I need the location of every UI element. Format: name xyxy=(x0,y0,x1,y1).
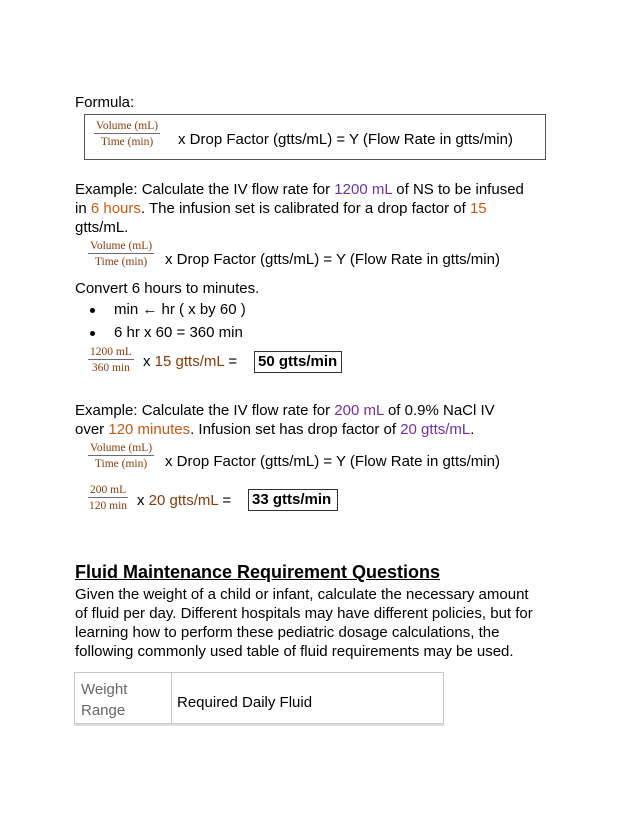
convert-instruction: Convert 6 hours to minutes. xyxy=(75,280,260,297)
bullet-icon xyxy=(90,308,95,313)
example2-formula-fraction xyxy=(88,442,154,470)
fluid-requirements-table xyxy=(74,672,444,724)
fraction-denominator: Time (min) xyxy=(94,458,148,470)
example1-line1: Example: Calculate the IV flow rate for 1200 mL of NS to be infused xyxy=(75,181,524,198)
fraction-numerator: Volume (mL) xyxy=(90,442,153,454)
bullet-icon xyxy=(90,331,95,336)
paragraph-line: Given the weight of a child or infant, calculate the necessary amount xyxy=(75,586,529,603)
fraction-denominator: Time (min) xyxy=(100,136,154,148)
formula-label: Formula: xyxy=(75,94,135,111)
paragraph-line: following commonly used table of fluid requirements may be used. xyxy=(75,643,514,660)
example2-line1: Example: Calculate the IV flow rate for 200 mL of 0.9% NaCl IV xyxy=(75,402,495,419)
example1-calc-fraction xyxy=(88,346,134,374)
fraction-denominator: 360 min xyxy=(91,362,130,374)
fraction-numerator: 1200 mL xyxy=(90,346,132,358)
example2-calc-fraction xyxy=(88,484,128,512)
column-divider xyxy=(171,673,172,723)
example2-line2: over 120 minutes. Infusion set has drop factor of 20 gtts/mL. xyxy=(75,421,475,438)
fraction-numerator: Volume (mL) xyxy=(96,120,159,132)
paragraph-line: learning how to perform these pediatric dosage calculations, the xyxy=(75,624,500,641)
fraction-numerator: Volume (mL) xyxy=(90,240,153,252)
example1-formula-expression: x Drop Factor (gtts/mL) = Y (Flow Rate in gtts/min) xyxy=(165,251,500,268)
example1-formula-fraction xyxy=(88,240,154,268)
bullet-item-1: min ← hr ( x by 60 ) xyxy=(114,301,246,318)
bullet-item-2: 6 hr x 60 = 360 min xyxy=(114,324,243,341)
fraction-denominator: Time (min) xyxy=(94,256,148,268)
fraction-numerator: 200 mL xyxy=(90,484,127,496)
paragraph-line: of fluid per day. Different hospitals may have different policies, but for xyxy=(75,605,533,622)
table-header-weight-range: Weight Range xyxy=(81,681,128,719)
table-header-required-fluid: Required Daily Fluid xyxy=(177,694,313,711)
formula-expression: x Drop Factor (gtts/mL) = Y (Flow Rate in gtts/min) xyxy=(178,131,513,148)
example1-calc-expression: x 15 gtts/mL = xyxy=(143,353,238,370)
example2-calc-expression: x 20 gtts/mL = xyxy=(137,492,232,509)
table-bottom-border xyxy=(74,724,444,726)
example2-formula-expression: x Drop Factor (gtts/mL) = Y (Flow Rate in gtts/min) xyxy=(165,453,500,470)
section-heading: Fluid Maintenance Requirement Questions xyxy=(75,562,441,582)
example1-line3: gtts/mL. xyxy=(75,219,129,236)
fraction-denominator: 120 min xyxy=(89,500,128,512)
example2-answer-box: 33 gtts/min xyxy=(248,489,338,511)
example1-answer-box: 50 gtts/min xyxy=(254,351,342,373)
formula-fraction xyxy=(94,120,160,148)
example1-line2: in 6 hours. The infusion set is calibrated for a drop factor of 15 xyxy=(75,200,487,217)
